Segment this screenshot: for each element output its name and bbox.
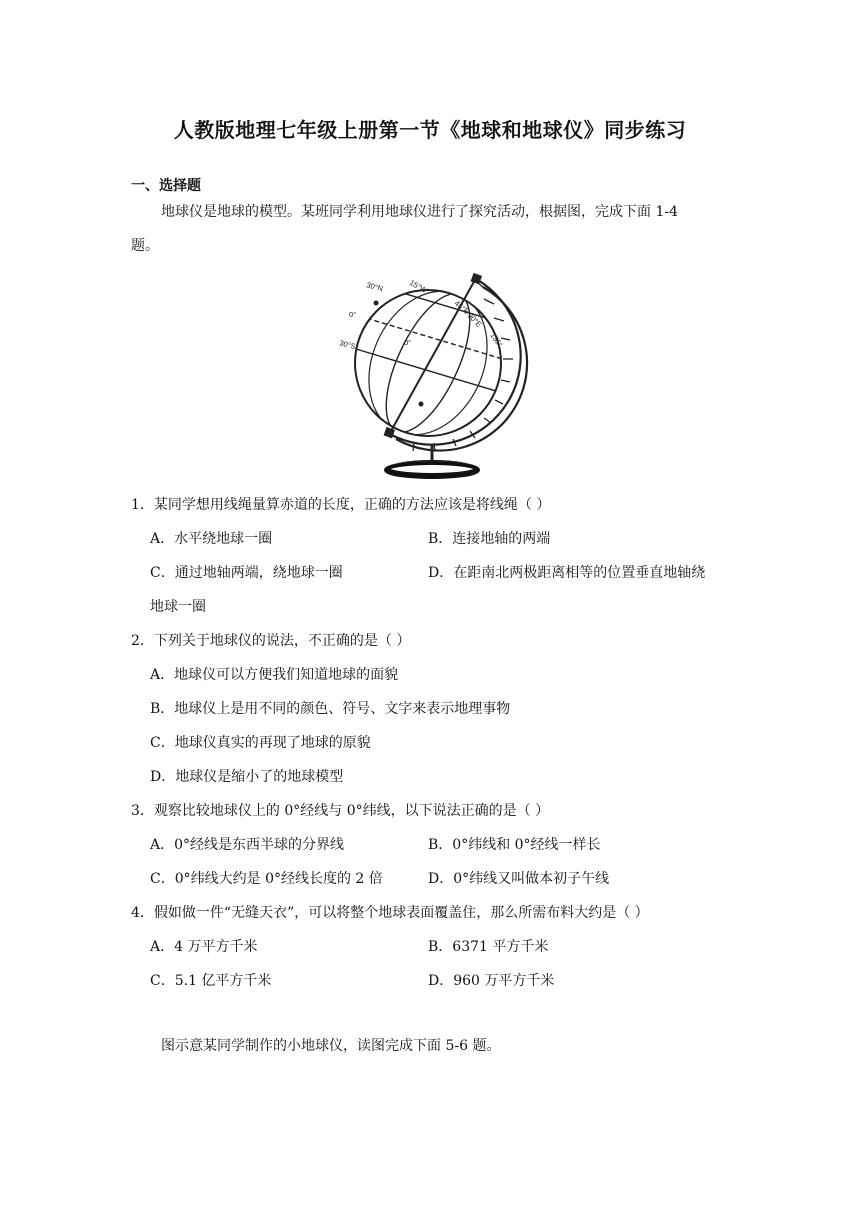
label-90e: 90°E [465,311,484,329]
question-1-option-d[interactable]: D．在距南北两极距离相等的位置垂直地轴绕 [428,565,706,581]
label-30n: 30°N [365,280,385,294]
question-2-option-b[interactable]: B．地球仪上是用不同的颜色、符号、文字来表示地理事物 [150,701,511,717]
question-4-option-a[interactable]: A．4 万平方千米 [150,939,258,955]
question-1-option-c[interactable]: C．通过地轴两端，绕地球一圈 [150,565,343,581]
question-1-option-d-cont: 地球一圈 [150,599,206,615]
question-1-option-b[interactable]: B．连接地轴的两端 [428,531,551,547]
question-4-option-b[interactable]: B．6371 平方千米 [428,939,549,955]
question-2-option-a[interactable]: A．地球仪可以方便我们知道地球的面貌 [150,667,399,683]
intro-text-line2: 题。 [131,238,159,254]
question-3-stem: 3．观察比较地球仪上的 0°经线与 0°纬线，以下说法正确的是（ ） [131,803,550,819]
question-2-stem: 2．下列关于地球仪的说法，不正确的是（ ） [131,633,411,649]
question-3-option-d[interactable]: D．0°纬线又叫做本初子午线 [428,871,610,887]
question-4-option-c[interactable]: C．5.1 亿平方千米 [150,973,272,989]
question-2-option-d[interactable]: D．地球仪是缩小了的地球模型 [150,769,344,785]
question-3-option-b[interactable]: B．0°纬线和 0°经线一样长 [428,837,601,853]
question-3-option-c[interactable]: C．0°纬线大约是 0°经线长度的 2 倍 [150,871,383,887]
question-1-stem: 1．某同学想用线绳量算赤道的长度，正确的方法应该是将线绳（ ） [131,497,551,513]
label-0-center: 0° [404,338,412,347]
label-30s: 30°S [338,338,357,352]
document-title: 人教版地理七年级上册第一节《地球和地球仪》同步练习 [173,118,687,142]
section-heading: 一、选择题 [131,178,201,194]
globe-figure [336,273,536,483]
label-45e: 45°E [452,298,472,317]
intro-text-line1: 地球仪是地球的模型。某班同学利用地球仪进行了探究活动，根据图，完成下面 1-4 [161,204,678,220]
label-15w: 15°W [408,277,429,295]
intro-text-2: 图示意某同学制作的小地球仪，读图完成下面 5-6 题。 [161,1038,501,1054]
question-1-option-a[interactable]: A．水平绕地球一圈 [150,531,273,547]
question-4-stem: 4．假如做一件“无缝天衣”，可以将整个地球表面覆盖住，那么所需布料大约是（ ） [131,905,649,921]
label-135e: 135° [488,330,505,349]
question-2-option-c[interactable]: C．地球仪真实的再现了地球的原貌 [150,735,371,751]
question-4-option-d[interactable]: D．960 万平方千米 [428,973,555,989]
label-0-left: 0° [349,310,357,319]
question-3-option-a[interactable]: A．0°经线是东西半球的分界线 [150,837,345,853]
